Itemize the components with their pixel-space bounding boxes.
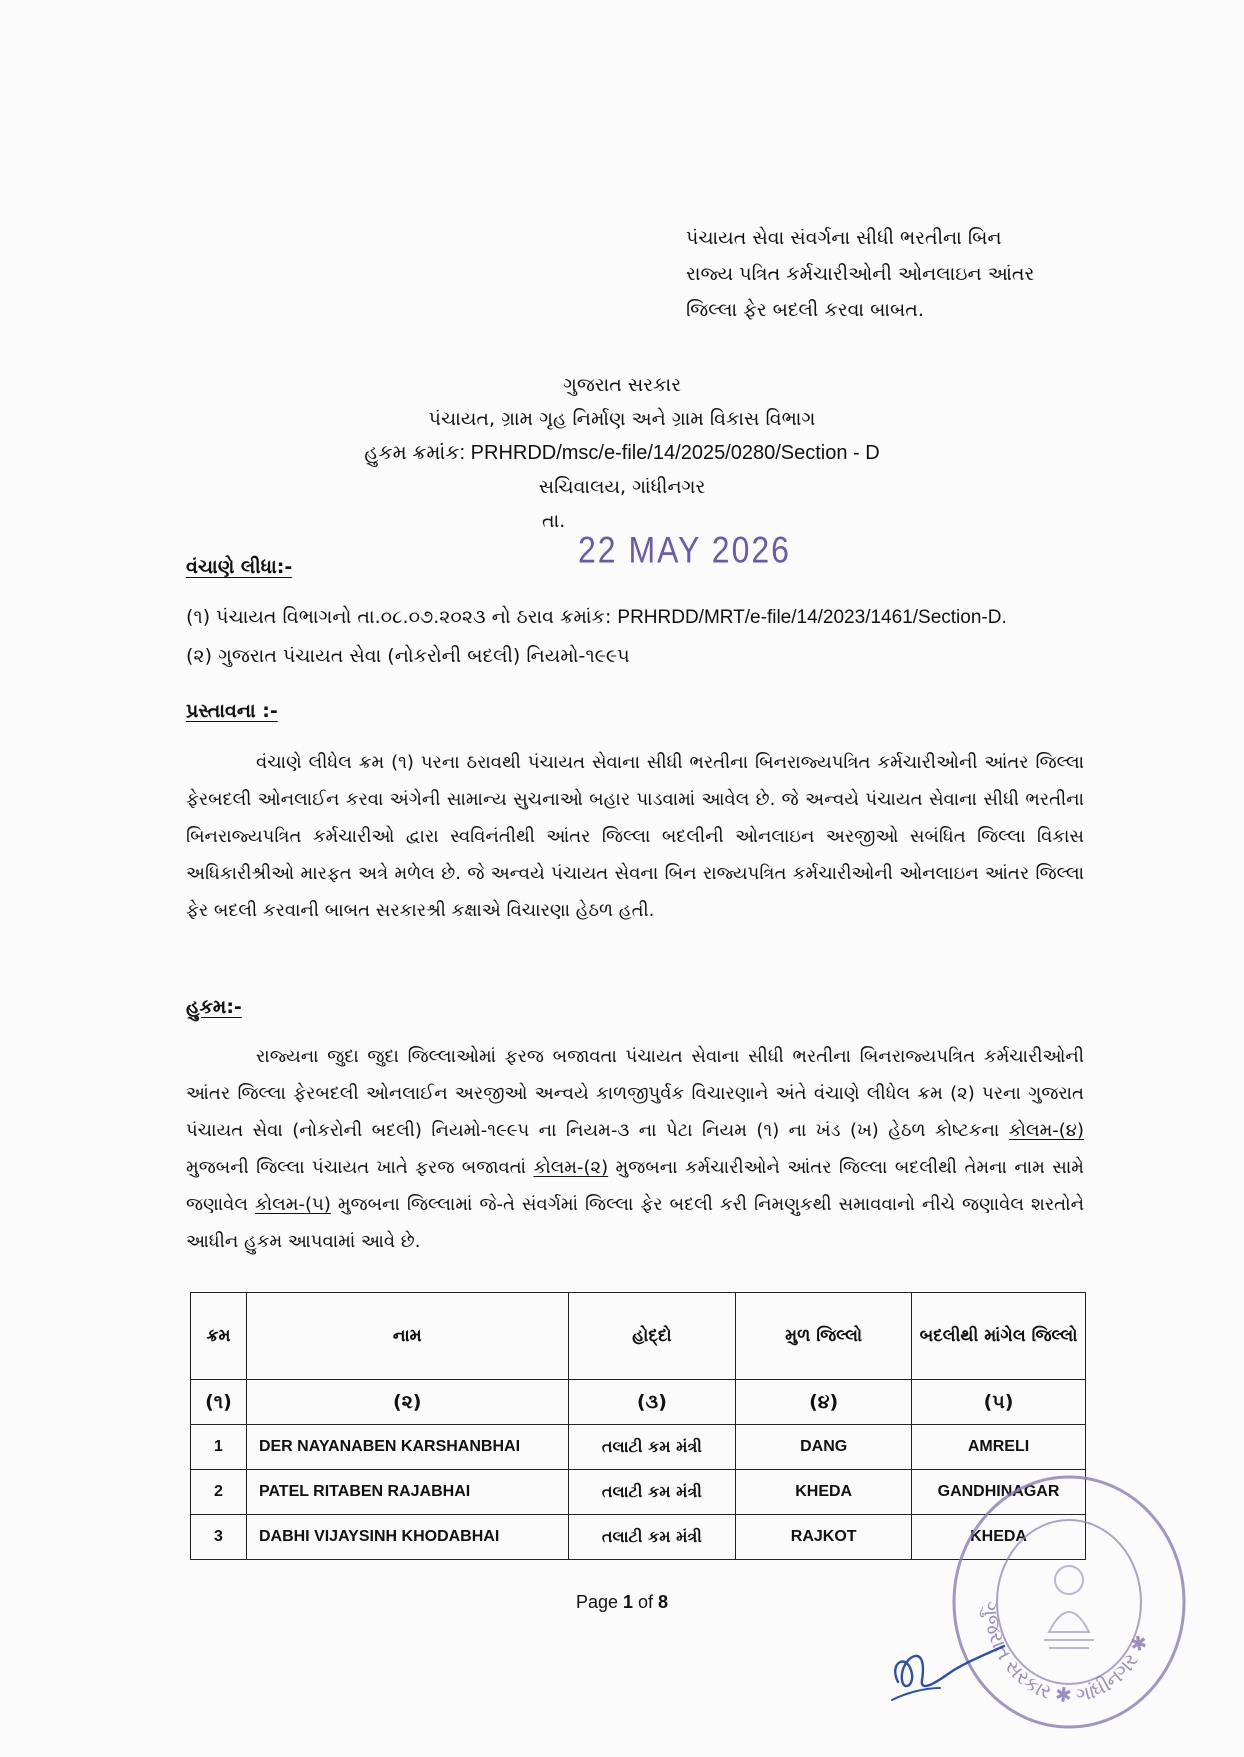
col-number-5: (૫) <box>912 1380 1086 1425</box>
read-heading: વંચાણે લીધા:- <box>186 556 293 578</box>
subject-block <box>686 220 1106 328</box>
header-origin-district: મુળ જિલ્લો <box>736 1293 912 1380</box>
column-number-row <box>191 1380 1086 1425</box>
preamble-paragraph <box>186 744 1084 929</box>
row-name: DER NAYANABEN KARSHANBHAI <box>246 1425 568 1470</box>
order-paragraph <box>186 1038 1084 1260</box>
header-sr: ક્રમ <box>191 1293 247 1380</box>
row-origin: DANG <box>736 1425 912 1470</box>
table-header-row <box>191 1293 1086 1380</box>
seal-text: ગુજરાત સરકાર ✱ ગાંધીનગર ✱ <box>978 1600 1154 1708</box>
order-text-1: રાજ્યના જુદા જુદા જિલ્લાઓમાં ફરજ બજાવતા પંચાયત સેવાના સીધી ભરતીના બિનરાજ્યપત્રિત કર્મચારીઓની આંતર જિલ્લા ફેરબદલી ઓનલાઈન અરજીઓ અન્વયે કાળજીપુર્વક વિચારણાને અંતે વંચાણે લીધેલ ક્રમ (૨) પરના ગુજરાત પંચાયત સેવા (નોકરોની બદલી) નિયમો-૧૯૯૫ ના નિયમ-૩ ના પેટા નિયમ (૧) ના ખંડ (ખ) હેઠળ કોષ્ટકના <box>186 1046 1084 1141</box>
total-pages: 8 <box>658 1592 669 1612</box>
row-post: તલાટી કમ મંત્રી <box>568 1515 736 1560</box>
row-name: DABHI VIJAYSINH KHODABHAI <box>246 1515 568 1560</box>
column-4-ref: કોલમ-(૪) <box>1008 1120 1084 1141</box>
department-name: પંચાયત, ગ્રામ ગૃહ નિર્માણ અને ગ્રામ વિકાસ વિભાગ <box>428 408 816 430</box>
row-post: તલાટી કમ મંત્રી <box>568 1470 736 1515</box>
order-text-4: મુજબના જિલ્લામાં જે-તે સંવર્ગમાં જિલ્લા ફેર બદલી કરી નિમણુકથી સમાવવાનો નીચે જણાવેલ શરતોને આધીન હુકમ આપવામાં આવે છે. <box>186 1194 1084 1252</box>
col-number-2: (૨) <box>246 1380 568 1425</box>
order-text-3: મુજબના કર્મચારીઓને આંતર જિલ્લા બદલીથી તેમના નામ સામે જણાવેલ <box>186 1157 1084 1215</box>
column-2-ref: કોલમ-(૨) <box>533 1157 609 1178</box>
row-requested: KHEDA <box>912 1515 1086 1560</box>
government-name: ગુજરાત સરકાર <box>562 374 682 396</box>
subject-line-1: પંચાયત સેવા સંવર્ગના સીધી ભરતીના બિન <box>686 227 1002 249</box>
col-number-4: (૪) <box>736 1380 912 1425</box>
row-sr: 1 <box>191 1425 247 1470</box>
subject-line-3: જિલ્લા ફેર બદલી કરવા બાબત. <box>686 299 924 321</box>
order-reference: હુકમ ક્રમાંક: PRHRDD/msc/e-file/14/2025/0280/Section - D <box>364 442 880 464</box>
row-sr: 2 <box>191 1470 247 1515</box>
col-number-1: (૧) <box>191 1380 247 1425</box>
row-origin: RAJKOT <box>736 1515 912 1560</box>
subject-line-2: રાજ્ય પત્રિત કર્મચારીઓની ઓનલાઇન આંતર <box>686 263 1035 285</box>
row-origin: KHEDA <box>736 1470 912 1515</box>
current-page: 1 <box>623 1592 634 1612</box>
issuing-place: સચિવાલય, ગાંધીનગર <box>538 476 706 498</box>
reference-item-2: (૨) ગુજરાત પંચાયત સેવા (નોકરોની બદલી) નિયમો-૧૯૯૫ <box>186 645 630 667</box>
emblem-icon <box>1044 1566 1094 1648</box>
reference-list <box>186 598 1106 675</box>
header-requested-district: બદલીથી માંગેલ જિલ્લો <box>912 1293 1086 1380</box>
reference-item-1-ref: PRHRDD/MRT/e-file/14/2023/1461/Section-D. <box>617 607 1007 628</box>
order-heading: હુકમ:- <box>186 996 242 1018</box>
page-number: Page 1 of 8 <box>575 1592 669 1612</box>
row-requested: AMRELI <box>912 1425 1086 1470</box>
preamble-heading: પ્રસ્તાવના :- <box>186 700 278 722</box>
date-label: તા. <box>542 510 566 532</box>
signature <box>878 1622 1008 1712</box>
reference-item-1 <box>186 598 1106 637</box>
row-post: તલાટી કમ મંત્રી <box>568 1425 736 1470</box>
preamble-text: વંચાણે લીધેલ ક્રમ (૧) પરના ઠરાવથી પંચાયત સેવાના સીધી ભરતીના બિનરાજ્યપત્રિત કર્મચારીઓની આંતર જિલ્લા ફેરબદલી ઓનલાઈન કરવા અંગેની સામાન્ય સુચનાઓ બહાર પાડવામાં આવેલ છે. જે અન્વયે પંચાયત સેવાના સીધી ભરતીના બિનરાજ્યપત્રિત કર્મચારીઓ દ્વારા સ્વવિનંતીથી આંતર જિલ્લા બદલીની ઓનલાઇન અરજીઓ સબંધિત જિલ્લા વિકાસ અધિકારીશ્રીઓ મારફત અત્રે મળેલ છે. જે અન્વયે પંચાયત સેવના બિન રાજ્યપત્રિત કર્મચારીઓની ઓનલાઇન આંતર જિલ્લા ફેર બદલી કરવાની બાબત સરકારશ્રી કક્ષાએ વિચારણા હેઠળ હતી. <box>186 752 1084 921</box>
row-requested: GANDHINAGAR <box>912 1470 1086 1515</box>
row-sr: 3 <box>191 1515 247 1560</box>
row-name: PATEL RITABEN RAJABHAI <box>246 1470 568 1515</box>
letterhead <box>0 368 1244 504</box>
col-number-3: (૩) <box>568 1380 736 1425</box>
header-name: નામ <box>246 1293 568 1380</box>
header-post: હોદ્દો <box>568 1293 736 1380</box>
date-stamp: 22 MAY 2026 <box>578 529 791 571</box>
order-text-2: મુજબની જિલ્લા પંચાયત ખાતે ફરજ બજાવતાં <box>186 1157 534 1178</box>
reference-item-1-text: (૧) પંચાયત વિભાગનો તા.૦૮.૦૭.૨૦૨૩ નો ઠરાવ ક્રમાંક: <box>186 606 618 628</box>
column-5-ref: કોલમ-(૫) <box>254 1194 331 1215</box>
